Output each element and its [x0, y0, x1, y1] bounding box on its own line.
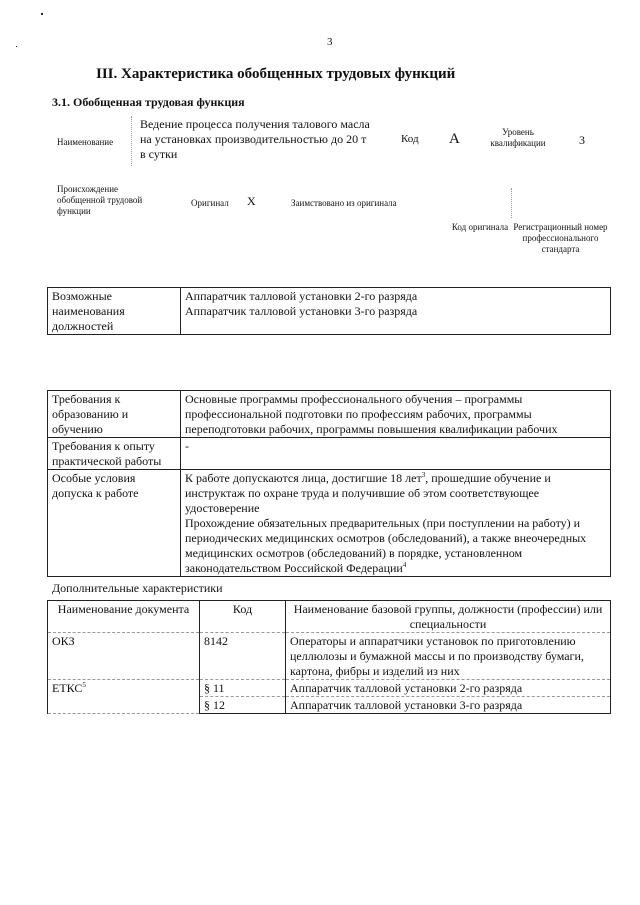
special-conditions-value [181, 470, 611, 577]
special-conditions-label: Особые условия допуска к работе [48, 470, 181, 577]
name-label: Наименование [57, 137, 114, 147]
level-label: Уровень квалификации [490, 127, 546, 148]
reg-number-label: Регистрационный номер профессионального стандарта [513, 222, 608, 254]
experience-label: Требования к опыту практической работы [48, 438, 181, 470]
level-value: 3 [579, 133, 585, 147]
positions-label: Возможные наименования должностей [48, 288, 181, 335]
education-value: Основные программы профессионального обучения – программы профессиональной подготовки по профессиям рабочих, программы переподготовки рабочих, программы повышения квалификации рабочих [181, 391, 611, 438]
etks-code: § 11 [200, 680, 286, 697]
table-row [48, 391, 611, 438]
table-row [48, 470, 611, 577]
header-doc: Наименование документа [48, 601, 200, 633]
divider [131, 116, 132, 166]
table-header [48, 601, 611, 633]
okz-doc: ОКЗ [48, 633, 200, 680]
header-code: Код [200, 601, 286, 633]
table-row [48, 680, 611, 697]
okz-code: 8142 [200, 633, 286, 680]
scan-speck [41, 13, 43, 15]
conditions-paragraph: Прохождение обязательных предварительных (при поступлении на работу) и периодических медицинских осмотров (обследований), а также внеочередных медицинских осмотров (обследований) в порядке, установленном законодательством Российской Федерации$^4$ [185, 516, 587, 575]
origin-label: Происхождение обобщенной трудовой функции [57, 184, 143, 216]
position-name: Аппаратчик талловой установки 3-го разряда [185, 304, 418, 318]
positions-values [181, 288, 611, 335]
divider [511, 188, 512, 218]
positions-table [47, 287, 611, 335]
okz-name: Операторы и аппаратчики установок по приготовлению целлюлозы и бумажной массы и по производству бумаги, картона, фибры и изделий из них [286, 633, 611, 680]
table-row [48, 633, 611, 680]
code-value: А [449, 131, 460, 147]
borrowed-label: Заимствовано из оригинала [291, 198, 397, 208]
original-label: Оригинал [191, 198, 229, 208]
etks-doc: ЕТКС$^5$ [48, 680, 200, 714]
scan-speck [16, 46, 17, 47]
etks-name: Аппаратчик талловой установки 2-го разряда [286, 680, 611, 697]
section-title: III. Характеристика обобщенных трудовых функций [96, 66, 456, 82]
function-name: Ведение процесса получения талового масла на установках производительностью до 20 т в сутки [140, 117, 370, 161]
page-number: 3 [327, 36, 333, 48]
education-label: Требования к образованию и обучению [48, 391, 181, 438]
conditions-paragraph: К работе допускаются лица, достигшие 18 лет$^3$, прошедшие обучение и инструктаж по охране труда и получившие об этом соответствующее удостоверение [185, 471, 551, 515]
etks-code: § 12 [200, 697, 286, 714]
additional-table [47, 600, 611, 714]
subsection-title: 3.1. Обобщенная трудовая функция [52, 95, 245, 109]
footnote-ref: 3 [421, 471, 426, 479]
code-label: Код [401, 133, 419, 145]
table-row [48, 438, 611, 470]
experience-value: - [181, 438, 611, 470]
header-name: Наименование базовой группы, должности (профессии) или специальности [286, 601, 611, 633]
footnote-ref: 4 [402, 561, 407, 569]
original-mark: X [247, 194, 256, 208]
requirements-table [47, 390, 611, 577]
additional-title: Дополнительные характеристики [52, 581, 223, 595]
position-name: Аппаратчик талловой установки 2-го разряда [185, 289, 418, 303]
etks-name: Аппаратчик талловой установки 3-го разряда [286, 697, 611, 714]
original-code-label: Код оригинала [451, 222, 509, 232]
footnote-ref: 5 [82, 681, 86, 689]
